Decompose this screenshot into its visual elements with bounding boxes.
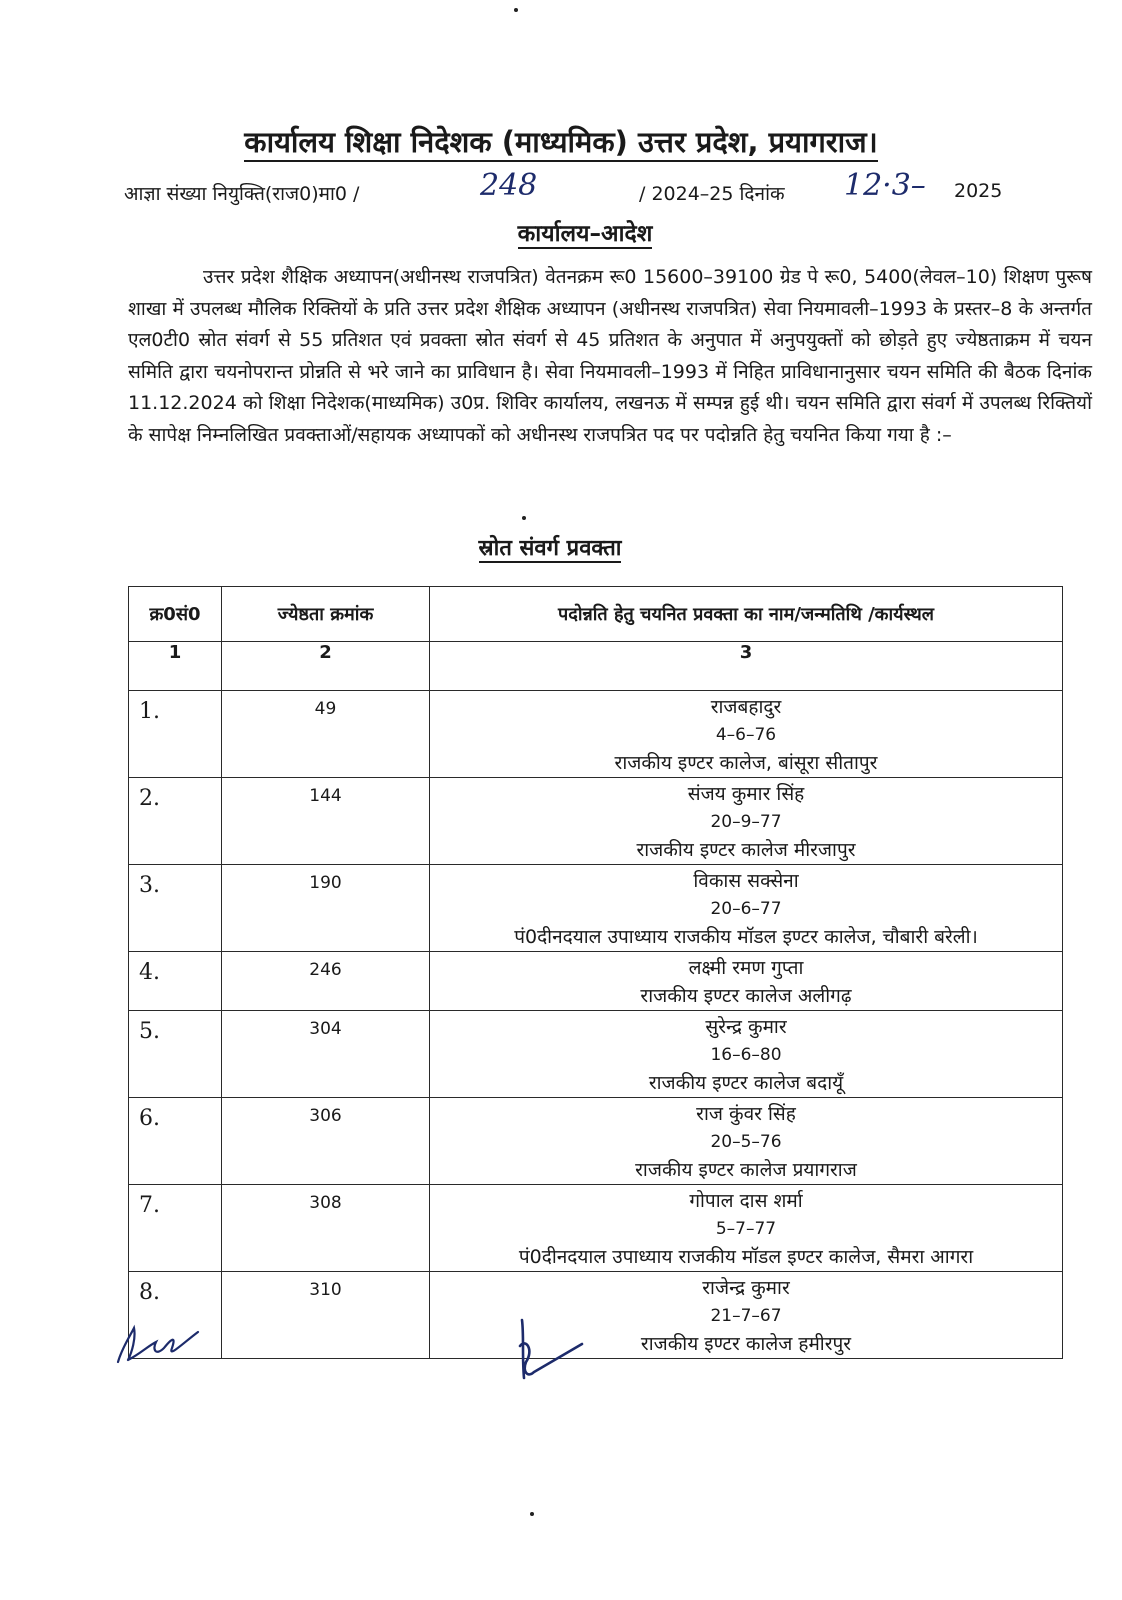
col-number: 3 <box>430 642 1063 691</box>
selection-table <box>128 586 1063 1359</box>
col-header-serial: क्र0सं0 <box>129 587 222 642</box>
serial-number-cell: 4. <box>129 952 222 1011</box>
teacher-details-cell <box>430 778 1063 865</box>
order-date-handwritten: 12·3– <box>844 168 926 203</box>
cadre-heading: स्रोत संवर्ग प्रवक्ता <box>478 536 622 561</box>
teacher-workplace: राजकीय इण्टर कालेज प्रयागराज <box>635 1159 857 1181</box>
col-number: 2 <box>222 642 430 691</box>
teacher-workplace: पं0दीनदयाल उपाध्याय राजकीय मॉडल इण्टर कालेज, चौबारी बरेली। <box>514 926 978 948</box>
teacher-dob: 5–7–77 <box>715 1219 777 1239</box>
order-date-year: 2025 <box>954 180 1003 202</box>
officer-signature <box>512 1316 592 1386</box>
serial-number-cell: 6. <box>129 1098 222 1185</box>
col-header-details: पदोन्नति हेतु चयनित प्रवक्ता का नाम/जन्मतिथि /कार्यस्थल <box>430 587 1063 642</box>
teacher-name: राजबहादुर <box>710 696 782 718</box>
teacher-name: लक्ष्मी रमण गुप्ता <box>688 957 804 979</box>
teacher-name: राज कुंवर सिंह <box>696 1103 796 1125</box>
teacher-workplace: राजकीय इण्टर कालेज हमीरपुर <box>640 1333 852 1355</box>
office-heading: कार्यालय शिक्षा निदेशक (माध्यमिक) उत्तर प्रदेश, प्रयागराज। <box>0 122 1122 161</box>
scan-mark <box>522 516 526 520</box>
teacher-details-cell <box>430 1098 1063 1185</box>
teacher-dob: 20–6–77 <box>710 899 782 919</box>
initials-signature-left <box>112 1318 208 1368</box>
scan-mark <box>514 8 518 12</box>
teacher-dob: 20–5–76 <box>710 1132 782 1152</box>
order-paragraph: उत्तर प्रदेश शैक्षिक अध्यापन(अधीनस्थ राजपत्रित) वेतनक्रम रू0 15600–39100 ग्रेड पे रू0, 5400(लेवल–10) शिक्षण पुरूष शाखा में उपलब्ध मौलिक रिक्तियों के प्रति उत्तर प्रदेश शैक्षिक अध्यापन (अधीनस्थ राजपत्रित) सेवा नियमावली–1993 के प्रस्तर–8 के अन्तर्गत एल0टी0 स्रोत संवर्ग से 55 प्रतिशत एवं प्रवक्ता स्रोत संवर्ग से 45 प्रतिशत के अनुपात में अनुपयुक्तों को छोड़ते हुए ज्येष्ठताक्रम में चयन समिति द्वारा चयनोपरान्त प्रोन्नति से भरे जाने का प्राविधान है। सेवा नियमावली–1993 में निहित प्राविधानानुसार चयन समिति की बैठक दिनांक 11.12.2024 को शिक्षा निदेशक(माध्यमिक) उ0प्र. शिविर कार्यालय, लखनऊ में सम्पन्न हुई थी। चयन समिति द्वारा संवर्ग में उपलब्ध रिक्तियों के सापेक्ष निम्नलिखित प्रवक्ताओं/सहायक अध्यापकों को अधीनस्थ राजपत्रित पद पर पदोन्नति हेतु चयनित किया गया है :– <box>128 266 1092 446</box>
order-body <box>128 262 1092 451</box>
teacher-name: राजेन्द्र कुमार <box>702 1277 790 1299</box>
serial-number-cell: 1. <box>129 691 222 778</box>
seniority-cell: 190 <box>222 865 430 952</box>
table-row <box>129 1011 1063 1098</box>
seniority-cell: 306 <box>222 1098 430 1185</box>
teacher-name: सुरेन्द्र कुमार <box>705 1016 787 1038</box>
serial-number-cell: 3. <box>129 865 222 952</box>
teacher-details-cell <box>430 691 1063 778</box>
table-row <box>129 1185 1063 1272</box>
teacher-workplace: राजकीय इण्टर कालेज, बांसूरा सीतापुर <box>614 752 878 774</box>
scan-mark <box>530 1512 534 1516</box>
table-row <box>129 1098 1063 1185</box>
teacher-name: विकास सक्सेना <box>693 870 799 892</box>
table-row <box>129 1272 1063 1359</box>
serial-number-cell: 5. <box>129 1011 222 1098</box>
column-number-row <box>129 642 1063 691</box>
seniority-cell: 49 <box>222 691 430 778</box>
order-year: / 2024–25 दिनांक <box>639 183 785 205</box>
seniority-cell: 310 <box>222 1272 430 1359</box>
table-row <box>129 952 1063 1011</box>
serial-number-cell: 8. <box>129 1272 222 1359</box>
teacher-dob: 21–7–67 <box>710 1306 782 1326</box>
teacher-dob: 4–6–76 <box>715 725 777 745</box>
table-row <box>129 865 1063 952</box>
seniority-cell: 246 <box>222 952 430 1011</box>
teacher-details-cell <box>430 952 1063 1011</box>
teacher-name: संजय कुमार सिंह <box>687 783 805 805</box>
teacher-dob: 20–9–77 <box>710 812 782 832</box>
teacher-workplace: राजकीय इण्टर कालेज मीरजापुर <box>636 839 856 861</box>
table-header-row <box>129 587 1063 642</box>
table-row <box>129 691 1063 778</box>
teacher-details-cell <box>430 865 1063 952</box>
teacher-workplace: पं0दीनदयाल उपाध्याय राजकीय मॉडल इण्टर कालेज, सैमरा आगरा <box>518 1246 974 1268</box>
seniority-cell: 144 <box>222 778 430 865</box>
col-header-seniority: ज्येष्ठता क्रमांक <box>222 587 430 642</box>
teacher-workplace: राजकीय इण्टर कालेज बदायूँ <box>648 1072 844 1094</box>
order-prefix: आज्ञा संख्या नियुक्ति(राज0)मा0 / <box>124 183 360 205</box>
seniority-cell: 308 <box>222 1185 430 1272</box>
teacher-details-cell <box>430 1011 1063 1098</box>
teacher-workplace: राजकीय इण्टर कालेज अलीगढ़ <box>640 985 852 1007</box>
order-type-heading: कार्यालय–आदेश <box>517 221 653 247</box>
table-row <box>129 778 1063 865</box>
seniority-cell: 304 <box>222 1011 430 1098</box>
order-number: 248 <box>480 168 538 203</box>
teacher-name: गोपाल दास शर्मा <box>689 1190 803 1212</box>
serial-number-cell: 2. <box>129 778 222 865</box>
col-number: 1 <box>129 642 222 691</box>
teacher-details-cell <box>430 1185 1063 1272</box>
serial-number-cell: 7. <box>129 1185 222 1272</box>
teacher-dob: 16–6–80 <box>710 1045 782 1065</box>
